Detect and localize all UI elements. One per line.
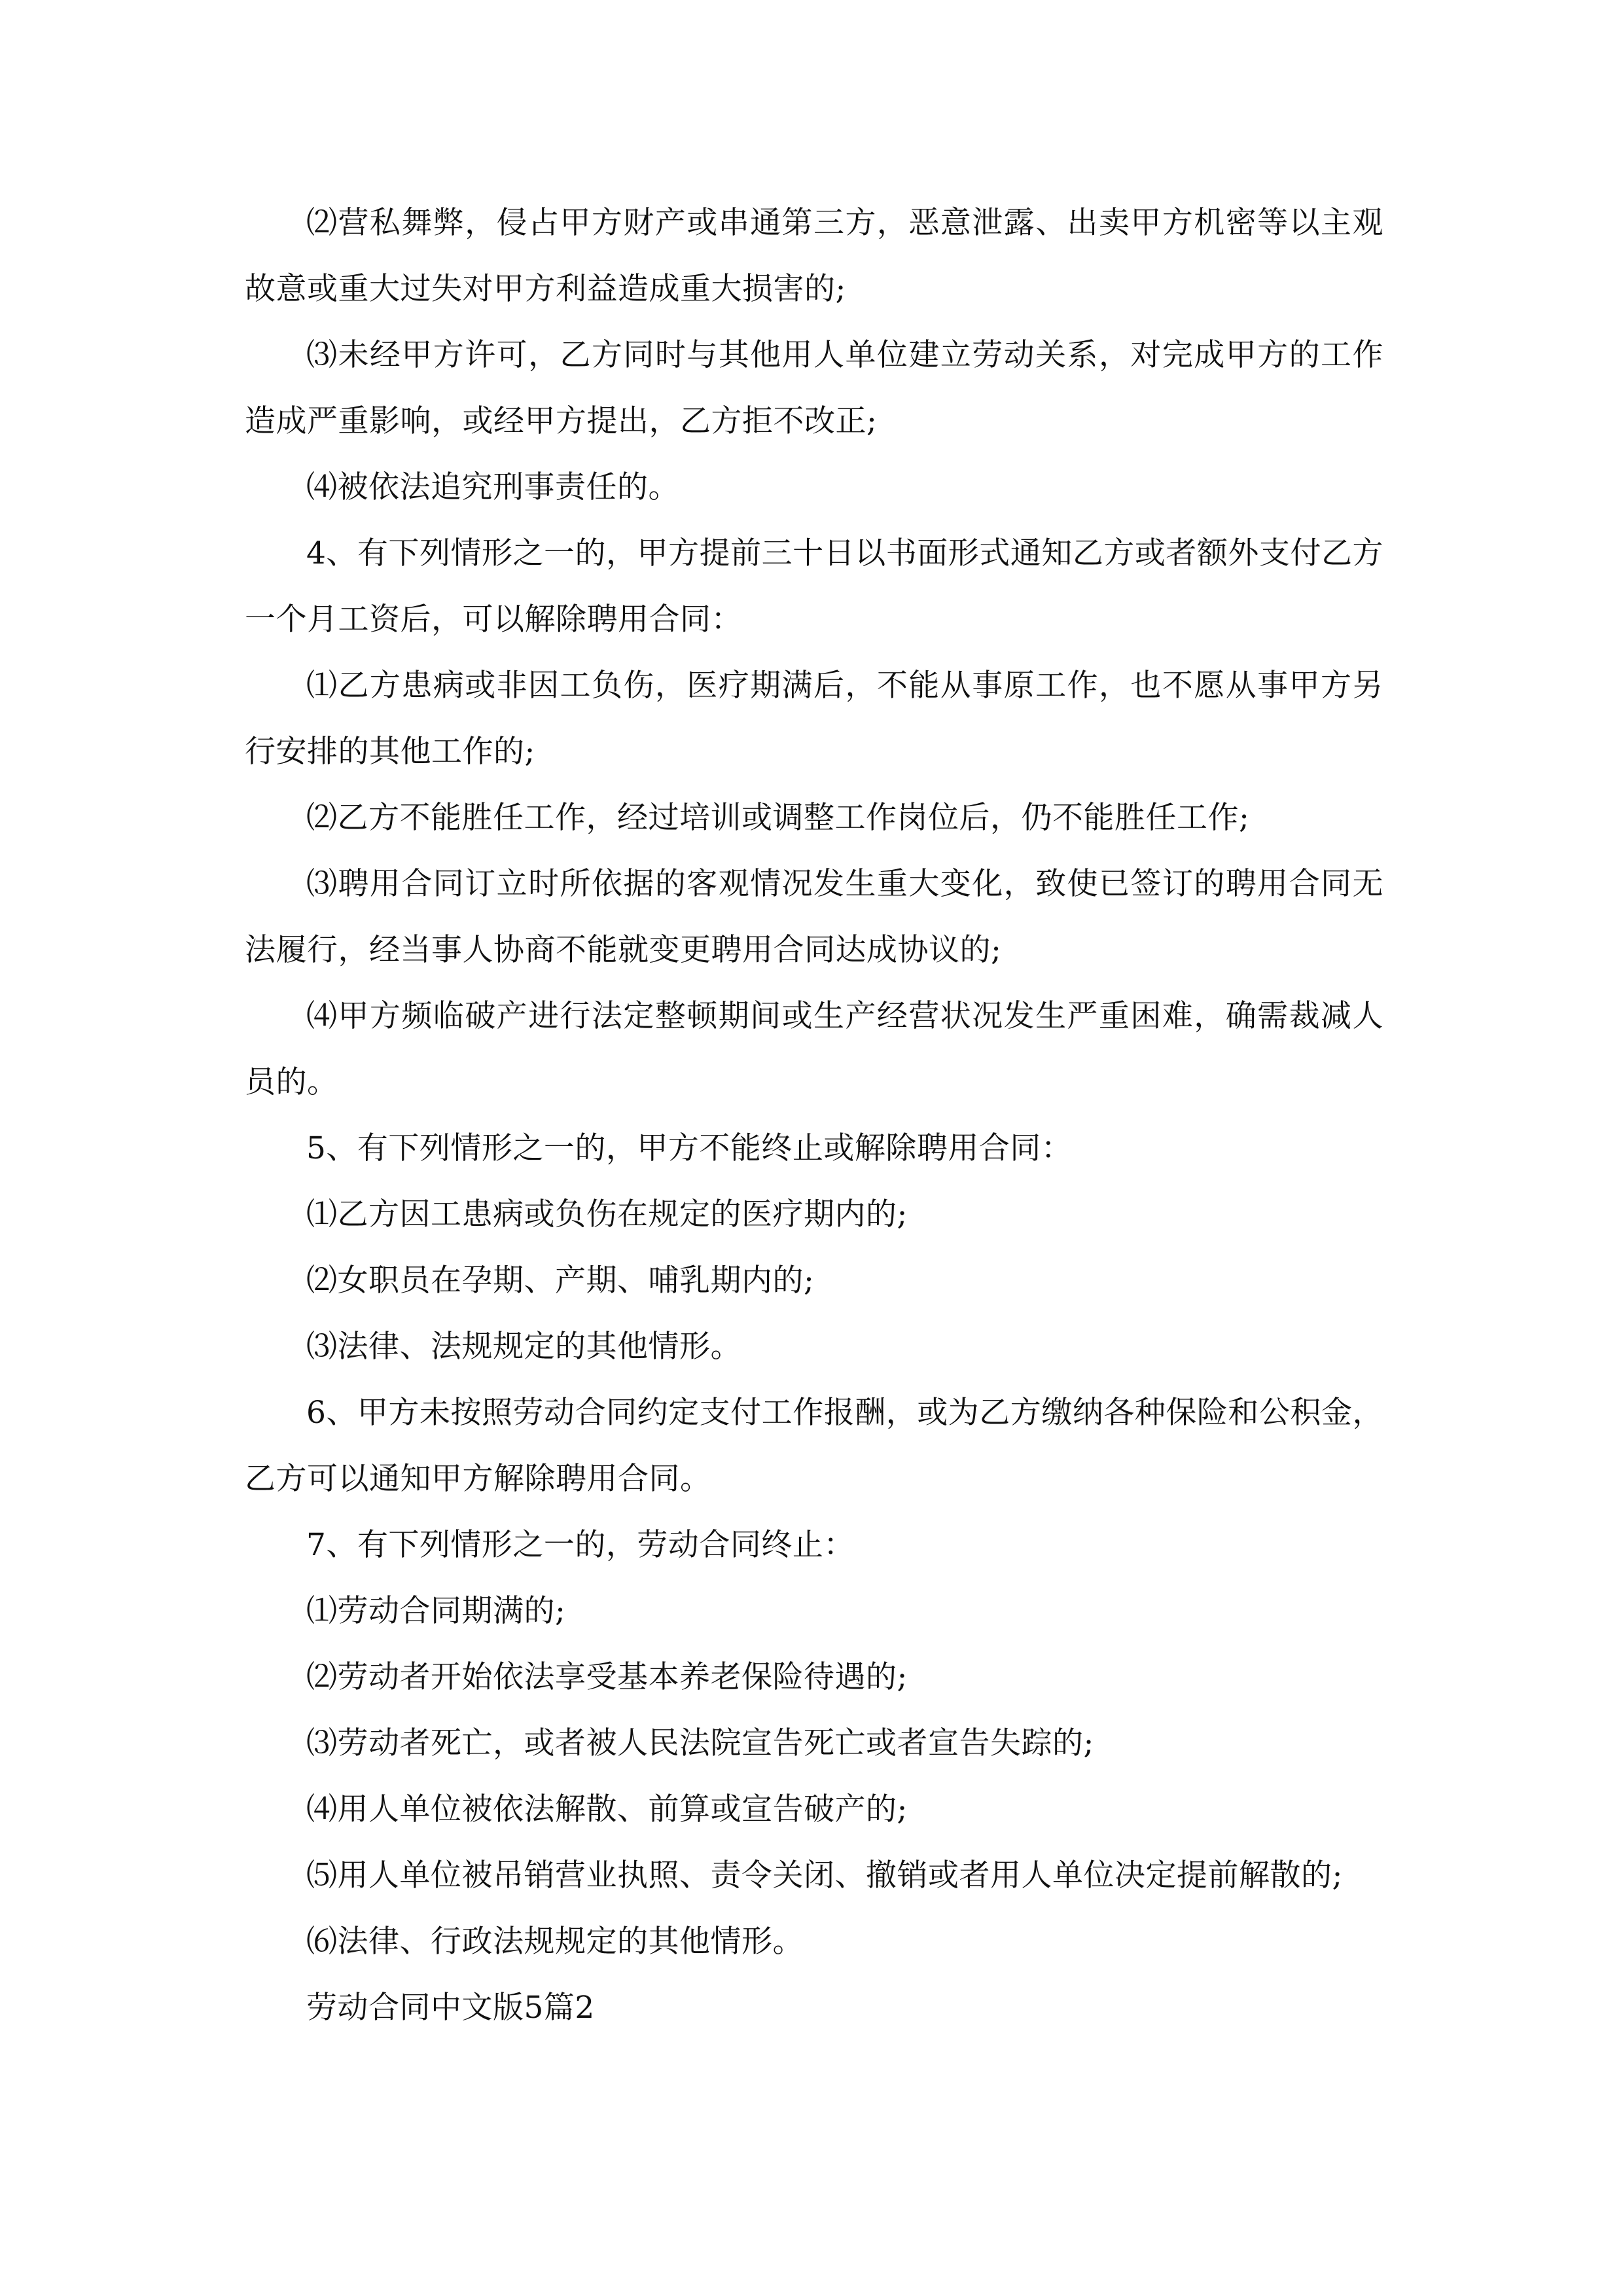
paragraph: ⑷甲方频临破产进行法定整顿期间或生产经营状况发生严重困难，确需裁减人员的。 [245, 998, 1383, 1100]
paragraph: ⑶劳动者死亡，或者被人民法院宣告死亡或者宣告失踪的; [306, 1725, 1094, 1761]
paragraph: 7、有下列情形之一的，劳动合同终止： [306, 1527, 855, 1563]
paragraph: ⑷被依法追究刑事责任的。 [306, 469, 679, 505]
paragraph: ⑶聘用合同订立时所依据的客观情况发生重大变化，致使已签订的聘用合同无法履行，经当事人协商不能就变更聘用合同达成协议的; [245, 866, 1383, 968]
paragraph: ⑴乙方患病或非因工负伤，医疗期满后，不能从事原工作，也不愿从事甲方另行安排的其他工作的; [245, 668, 1383, 770]
paragraph: ⑸用人单位被吊销营业执照、责令关闭、撤销或者用人单位决定提前解散的; [306, 1857, 1343, 1893]
paragraph: ⑶法律、法规规定的其他情形。 [306, 1329, 741, 1365]
paragraph: 6、甲方未按照劳动合同约定支付工作报酬，或为乙方缴纳各种保险和公积金，乙方可以通知甲方解除聘用合同。 [245, 1395, 1383, 1497]
paragraph: ⑶未经甲方许可，乙方同时与其他用人单位建立劳动关系，对完成甲方的工作造成严重影响，或经甲方提出，乙方拒不改正; [245, 337, 1383, 439]
paragraph: ⑴劳动合同期满的; [306, 1593, 566, 1629]
paragraph: ⑵女职员在孕期、产期、哺乳期内的; [306, 1263, 815, 1299]
paragraph: 4、有下列情形之一的，甲方提前三十日以书面形式通知乙方或者额外支付乙方一个月工资后，可以解除聘用合同： [245, 535, 1383, 637]
paragraph: ⑹法律、行政法规规定的其他情形。 [306, 1924, 804, 1960]
paragraph: 5、有下列情形之一的，甲方不能终止或解除聘用合同： [306, 1130, 1073, 1166]
paragraph: ⑵劳动者开始依法享受基本养老保险待遇的; [306, 1659, 908, 1695]
paragraph: ⑷用人单位被依法解散、前算或宣告破产的; [306, 1791, 908, 1827]
section-heading: 劳动合同中文版5篇2 [306, 1990, 595, 2026]
paragraph: ⑵乙方不能胜任工作，经过培训或调整工作岗位后，仍不能胜任工作; [306, 800, 1250, 836]
document-body [245, 190, 1383, 2041]
paragraph: ⑴乙方因工患病或负伤在规定的医疗期内的; [306, 1196, 908, 1232]
paragraph: ⑵营私舞弊，侵占甲方财产或串通第三方，恶意泄露、出卖甲方机密等以主观故意或重大过失对甲方利益造成重大损害的; [245, 205, 1383, 307]
